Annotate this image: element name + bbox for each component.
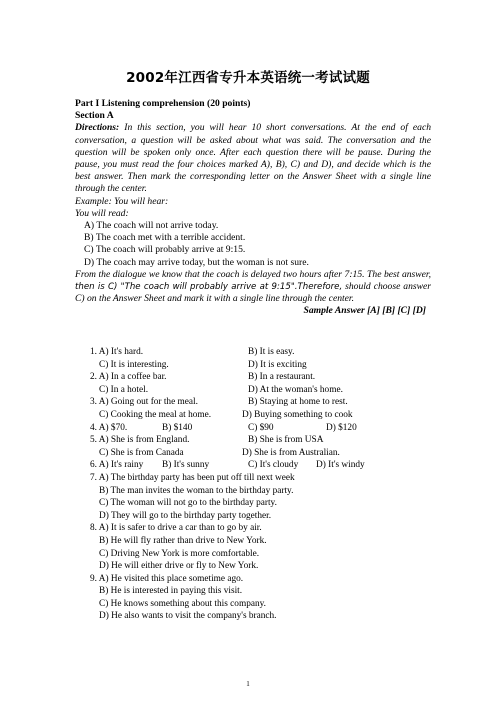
explanation-paragraph bbox=[75, 269, 431, 306]
q4-option-c: C) $90 bbox=[248, 422, 274, 433]
question-row bbox=[90, 497, 435, 510]
q1-option-a: 1. A) It's hard. bbox=[90, 347, 144, 357]
question-row bbox=[90, 346, 435, 359]
q7-option-b: B) The man invites the woman to the birthday party. bbox=[99, 485, 294, 496]
question-row bbox=[90, 510, 435, 523]
part-heading-text: Part I Listening comprehension (20 points) bbox=[75, 98, 251, 109]
example-hear: Example: You will hear: bbox=[75, 195, 169, 207]
question-row bbox=[90, 371, 435, 384]
question-row bbox=[90, 447, 435, 460]
q9-option-a: 9. A) He visited this place sometime ago. bbox=[90, 573, 244, 584]
q5-option-c: C) She is from Canada bbox=[99, 447, 184, 458]
q1-option-d: D) It is exciting bbox=[248, 359, 307, 370]
directions-text: In this section, you will hear 10 short conversations. At the end of each conversation, a question will be asked about what was said. The conversation and the question will be spoken only once. After each question there will be pause. During the pause, you must read the four choices marked A), B), C) and D), and decide which is the best answer. Then mark the corresponding letter on the Answer Sheet with a single line through the center. bbox=[75, 122, 431, 195]
q2-option-a: 2. A) In a coffee bar. bbox=[90, 372, 167, 383]
explanation-part2: then is C) "The coach will probably arrive at 9:15".Therefore, bbox=[75, 282, 343, 293]
q2-option-b: B) In a restaurant. bbox=[248, 372, 316, 383]
example-option-a: A) The coach will not arrive today. bbox=[84, 220, 219, 232]
example-read: You will read: bbox=[75, 207, 129, 219]
question-row bbox=[90, 610, 435, 623]
q1-option-c: C) It is interesting. bbox=[99, 359, 169, 370]
question-row bbox=[90, 560, 435, 573]
question-row bbox=[90, 548, 435, 561]
q8-option-a: 8. A) It is safer to drive a car than to go by air. bbox=[90, 523, 262, 534]
q6-option-b: B) It's sunny bbox=[162, 460, 210, 471]
question-row bbox=[90, 472, 435, 485]
question-row bbox=[90, 396, 435, 409]
q9-option-d: D) He also wants to visit the company's branch. bbox=[99, 611, 277, 622]
question-row bbox=[90, 359, 435, 372]
question-row bbox=[90, 422, 435, 435]
page-title: 2002年江西省专升本英语统一考试试题 bbox=[126, 70, 370, 86]
question-row bbox=[90, 384, 435, 397]
q4-option-d: D) $120 bbox=[326, 422, 357, 433]
q7-option-c: C) The woman will not go to the birthday party. bbox=[99, 498, 277, 509]
q4-option-a: 4. A) $70. bbox=[90, 422, 128, 433]
directions-paragraph bbox=[75, 122, 431, 195]
q8-option-d: D) He will either drive or fly to New York. bbox=[99, 561, 259, 572]
q6-option-c: C) It's cloudy bbox=[248, 460, 299, 471]
question-list bbox=[90, 346, 435, 623]
q3-option-a: 3. A) Going out for the meal. bbox=[90, 397, 198, 408]
part-heading bbox=[75, 98, 431, 318]
question-row bbox=[90, 485, 435, 498]
q7-option-a: 7. A) The birthday party has been put off till next week bbox=[90, 472, 295, 483]
q6-option-a: 6. A) It's rainy bbox=[90, 460, 144, 471]
question-row bbox=[90, 434, 435, 447]
question-row bbox=[90, 409, 435, 422]
explanation-part1: From the dialogue we know that the coach is delayed two hours after 7:15. The best answer, bbox=[75, 268, 431, 280]
q4-option-b: B) $140 bbox=[162, 422, 193, 433]
q3-option-b: B) Staying at home to rest. bbox=[248, 397, 348, 408]
q8-option-c: C) Driving New York is more comfortable. bbox=[99, 548, 260, 559]
directions-label: Directions: bbox=[75, 122, 120, 134]
section-heading: Section A bbox=[75, 110, 114, 122]
q9-option-c: C) He knows something about this company. bbox=[99, 598, 266, 609]
q5-option-b: B) She is from USA bbox=[248, 435, 324, 446]
q2-option-d: D) At the woman's home. bbox=[248, 384, 343, 395]
page-number: 1 bbox=[246, 680, 250, 688]
q2-option-c: C) In a hotel. bbox=[99, 384, 149, 395]
question-row bbox=[90, 598, 435, 611]
question-row bbox=[90, 585, 435, 598]
q3-option-d: D) Buying something to cook bbox=[242, 409, 353, 420]
question-row bbox=[90, 535, 435, 548]
sample-answer: Sample Answer [A] [B] [C] [D] bbox=[303, 305, 426, 317]
q6-option-d: D) It's windy bbox=[316, 460, 365, 471]
example-option-c: C) The coach will probably arrive at 9:15. bbox=[84, 244, 246, 256]
question-row bbox=[90, 573, 435, 586]
q9-option-b: B) He is interested in paying this visit. bbox=[99, 586, 243, 597]
question-row bbox=[90, 459, 435, 472]
example-option-d: D) The coach may arrive today, but the woman is not sure. bbox=[84, 256, 309, 268]
q5-option-d: D) She is from Australian. bbox=[242, 447, 340, 458]
q1-option-b: B) It is easy. bbox=[248, 347, 295, 357]
question-row bbox=[90, 522, 435, 535]
explanation-part3: should choose answer C) on the Answer Sheet and mark it with a single line through the center. bbox=[75, 281, 432, 305]
q3-option-c: C) Cooking the meal at home. bbox=[99, 409, 212, 420]
q8-option-b: B) He will fly rather than drive to New York. bbox=[99, 535, 267, 546]
example-option-b: B) The coach met with a terrible accident. bbox=[84, 232, 246, 244]
q7-option-d: D) They will go to the birthday party together. bbox=[99, 510, 272, 521]
q5-option-a: 5. A) She is from England. bbox=[90, 435, 190, 446]
